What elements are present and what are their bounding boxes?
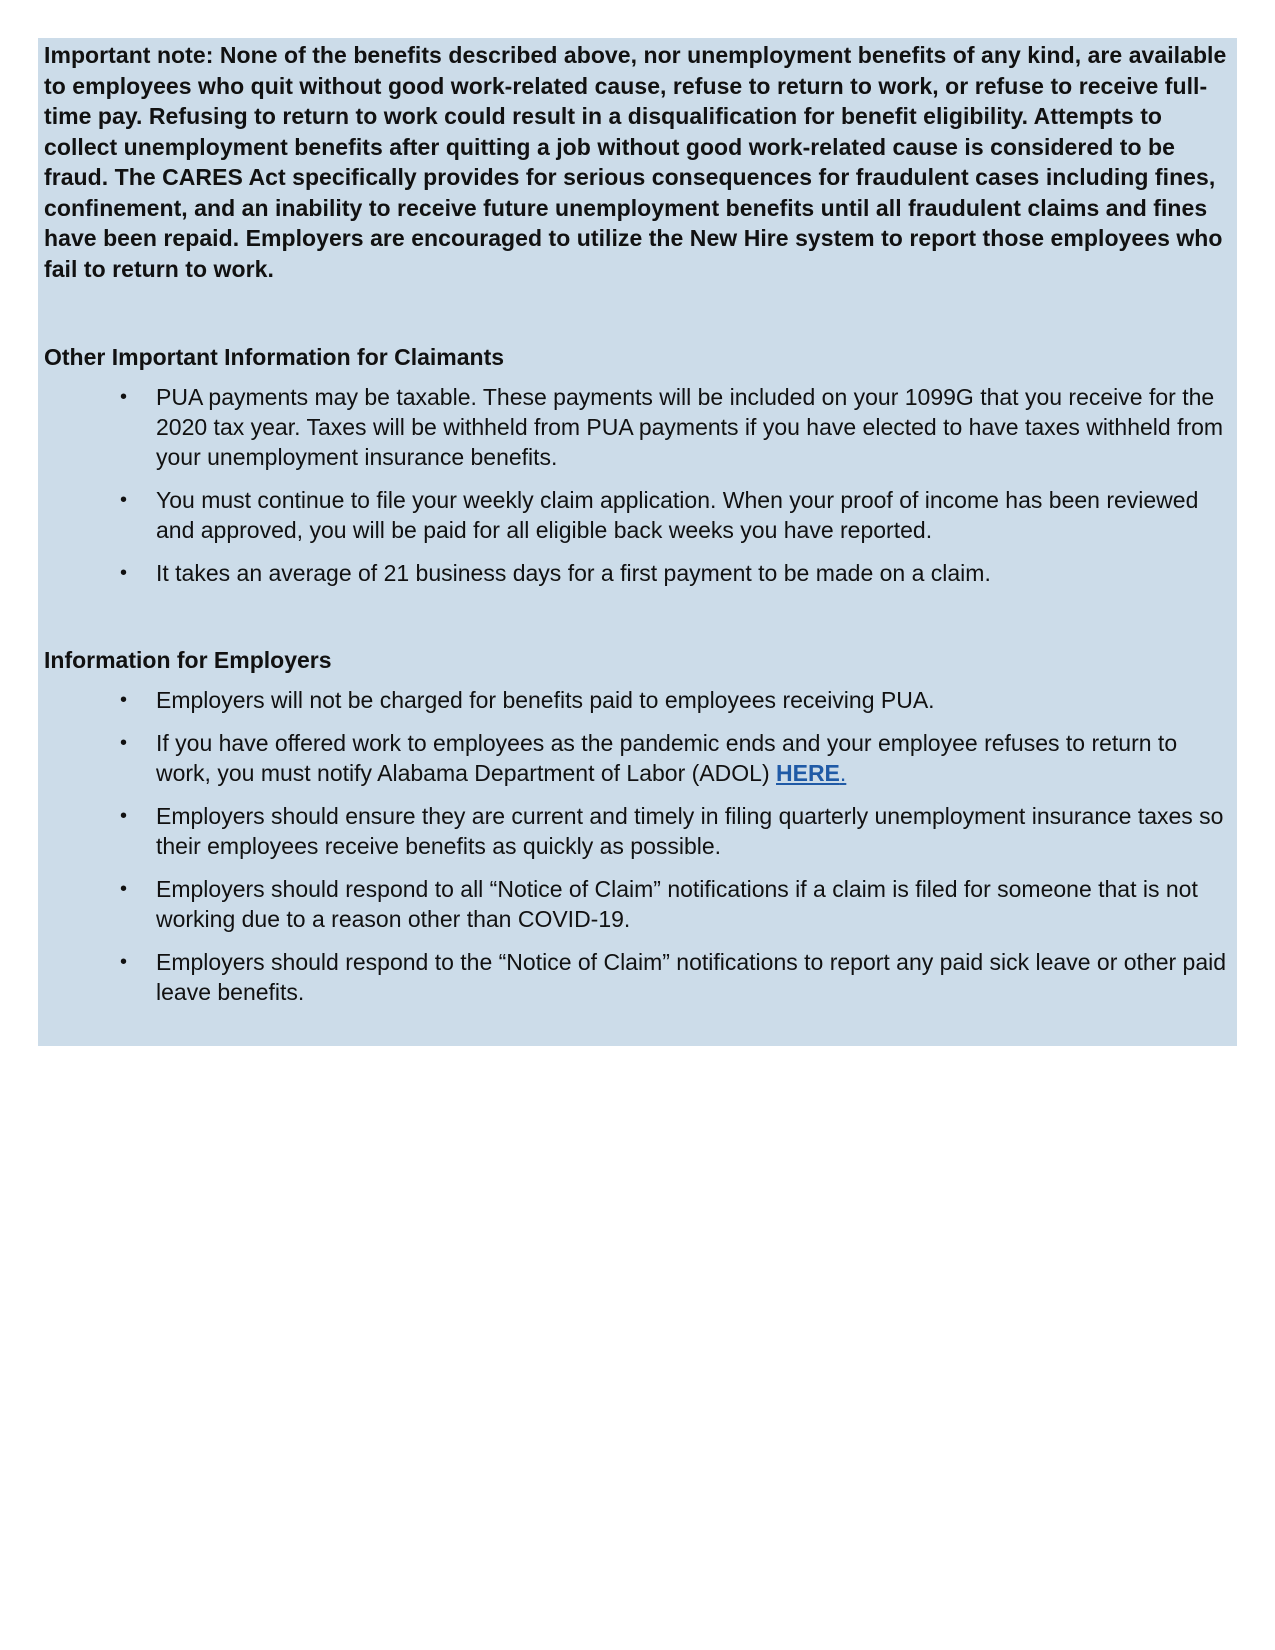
list-item-text: PUA payments may be taxable. These payments will be included on your 1099G that you receive for the 2020 tax year. Taxes will be withheld from PUA payments if you have elected to have taxes withheld from your unemployment insurance benefits. xyxy=(156,384,1224,470)
bullet-icon: • xyxy=(120,386,128,408)
bullet-icon: • xyxy=(120,562,128,584)
list-item xyxy=(44,874,1231,934)
bullet-icon: • xyxy=(120,489,128,511)
list-item xyxy=(44,801,1231,861)
info-panel xyxy=(38,38,1237,1046)
list-item xyxy=(44,685,1231,715)
claimants-list xyxy=(44,382,1231,588)
list-item xyxy=(44,382,1231,472)
list-item-text: Employers should respond to the “Notice of Claim” notifications to report any paid sick leave or other paid leave benefits. xyxy=(156,949,1227,1005)
list-item-text: You must continue to file your weekly claim application. When your proof of income has been reviewed and approved, you will be paid for all eligible back weeks you have reported. xyxy=(156,487,1199,543)
employers-heading: Information for Employers xyxy=(44,647,332,673)
bullet-icon: • xyxy=(120,732,128,754)
list-item xyxy=(44,728,1231,788)
list-item-text: If you have offered work to employees as the pandemic ends and your employee refuses to return to work, you must notify Alabama Department of Labor (ADOL) xyxy=(156,730,1178,786)
list-item-text: Employers will not be charged for benefits paid to employees receiving PUA. xyxy=(156,687,935,713)
bullet-icon: • xyxy=(120,951,128,973)
claimants-heading: Other Important Information for Claimants xyxy=(44,344,505,370)
list-item-text: Employers should ensure they are current and timely in filing quarterly unemployment insurance taxes so their employees receive benefits as quickly as possible. xyxy=(156,803,1224,859)
list-item xyxy=(44,947,1231,1007)
important-note: Important note: None of the benefits described above, nor unemployment benefits of any kind, are available to employees who quit without good work-related cause, refuse to return to work, or refuse to receive full-time pay. Refusing to return to work could result in a disqualification for benefit eligibility. Attempts to collect unemployment benefits after quitting a job without good work-related cause is considered to be fraud. The CARES Act specifically provides for serious consequences for fraudulent cases including fines, confinement, and an inability to receive future unemployment benefits until all fraudulent claims and fines have been repaid. Employers are encouraged to utilize the New Hire system to report those employees who fail to return to work. xyxy=(44,42,1227,282)
list-item xyxy=(44,558,1231,588)
bullet-icon: • xyxy=(120,805,128,827)
list-item xyxy=(44,485,1231,545)
link-period: . xyxy=(839,760,847,786)
adol-notify-link[interactable]: HERE xyxy=(776,760,840,786)
list-item-text: It takes an average of 21 business days for a first payment to be made on a claim. xyxy=(156,560,991,586)
list-item-text: Employers should respond to all “Notice of Claim” notifications if a claim is filed for someone that is not working due to a reason other than COVID-19. xyxy=(156,876,1198,932)
employers-list xyxy=(44,685,1231,1007)
bullet-icon: • xyxy=(120,689,128,711)
bullet-icon: • xyxy=(120,878,128,900)
